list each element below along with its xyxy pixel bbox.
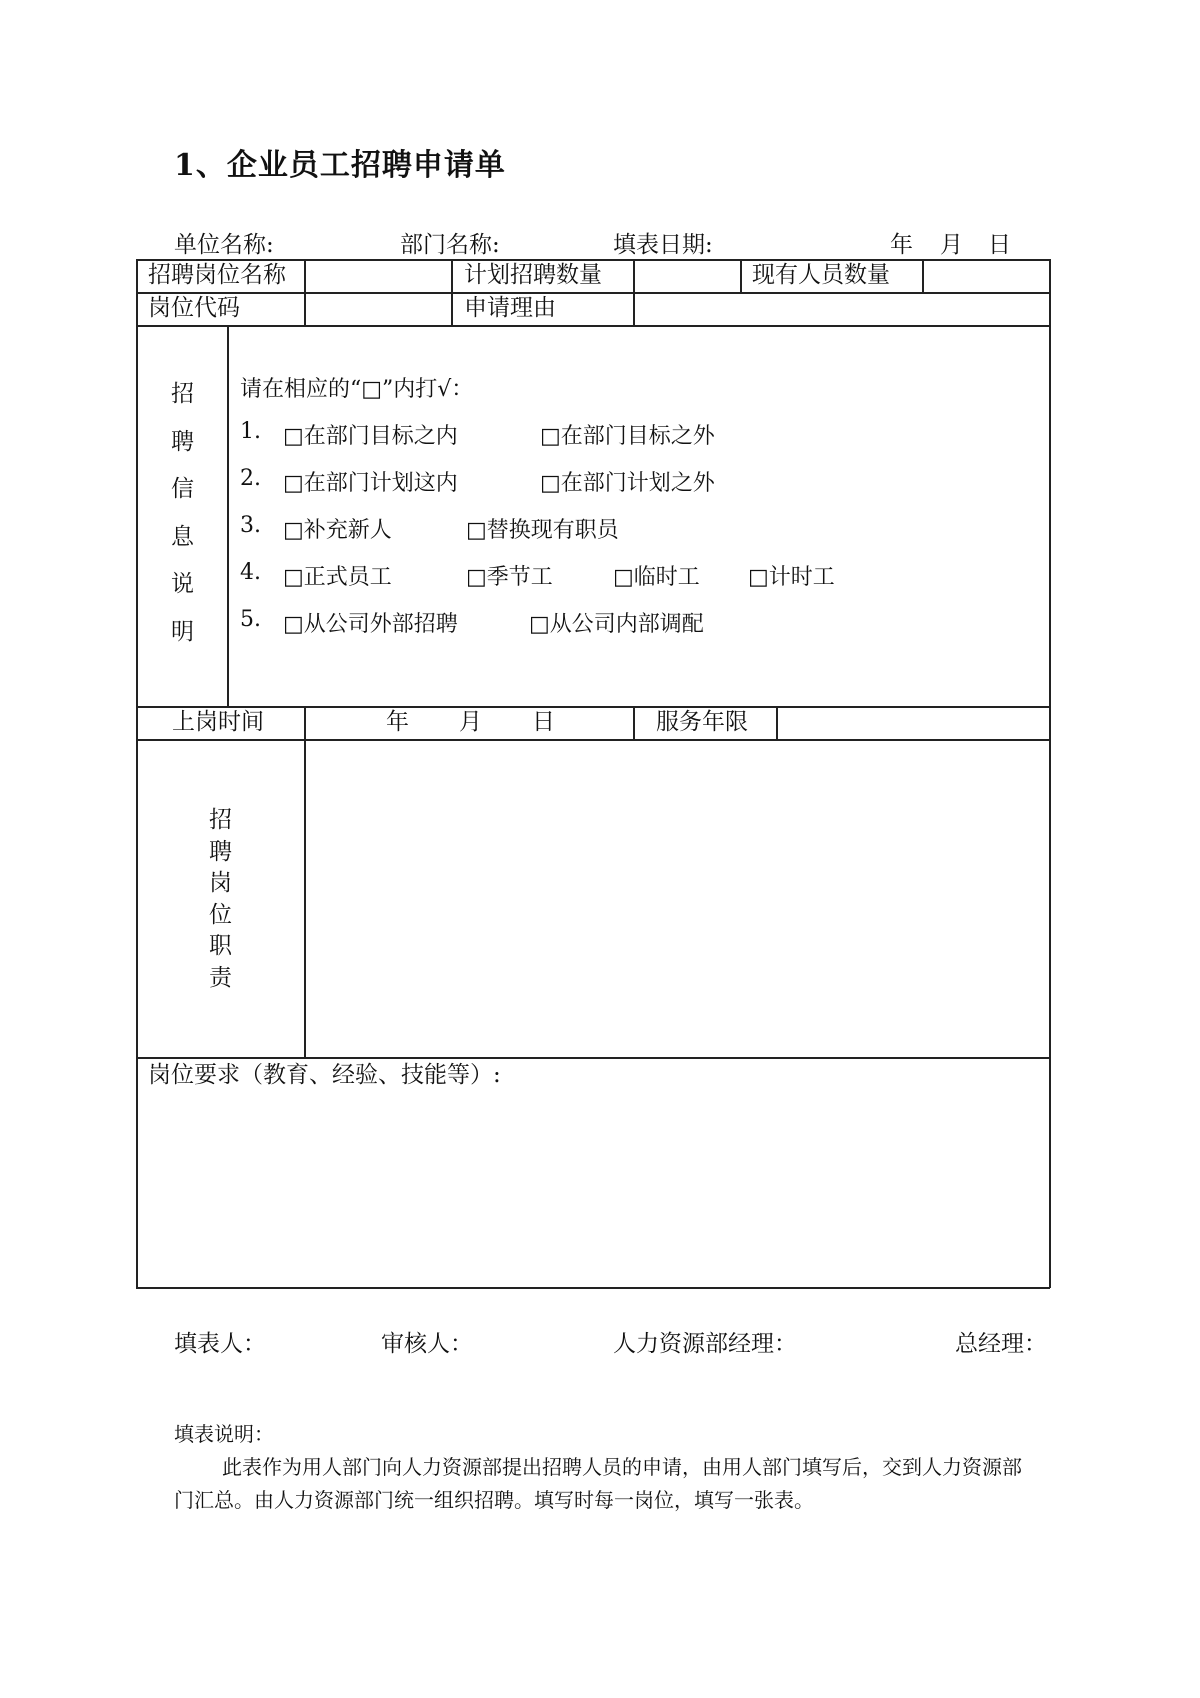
option-checkbox[interactable]: □在部门计划这内 [283,471,458,496]
option-num-4: 4. [240,560,261,585]
fill-date-label: 填表日期: [613,232,713,258]
instruction-text: 请在相应的“□”内打√： [240,377,474,402]
option-checkbox[interactable]: □正式员工 [283,565,392,590]
option-checkbox[interactable]: □替换现有职员 [466,518,619,543]
planned-count-label: 计划招聘数量 [464,262,602,288]
notes-heading: 填表说明： [174,1422,274,1446]
date-month: 月 [940,232,963,258]
filler-signature-label: 填表人： [174,1331,266,1357]
job-duty-vertical-label: 招 聘 岗 位 职 责 [209,807,232,991]
date-day: 日 [988,232,1011,258]
reason-label: 申请理由 [464,295,556,321]
service-years-label: 服务年限 [656,709,748,735]
start-year: 年 [386,709,409,735]
current-count-label: 现有人员数量 [752,262,890,288]
option-checkbox[interactable]: □从公司内部调配 [529,612,704,637]
notes-line-1: 此表作为用人部门向人力资源部提出招聘人员的申请，由用人部门填写后，交到人力资源部 [222,1455,1022,1479]
option-checkbox[interactable]: □在部门目标之内 [283,424,458,449]
option-num-5: 5. [240,607,261,632]
option-num-1: 1. [240,419,261,444]
option-checkbox[interactable]: □从公司外部招聘 [283,612,458,637]
job-title-label: 招聘岗位名称 [148,262,286,288]
job-code-label: 岗位代码 [148,295,240,321]
start-time-label: 上岗时间 [172,709,264,735]
notes-line-2: 门汇总。由人力资源部门统一组织招聘。填写时每一岗位，填写一张表。 [174,1488,814,1512]
start-month: 月 [459,709,482,735]
hr-manager-signature-label: 人力资源部经理： [613,1331,797,1357]
option-checkbox[interactable]: □补充新人 [283,518,392,543]
requirements-label: 岗位要求（教育、经验、技能等）: [148,1062,501,1088]
date-year: 年 [890,232,913,258]
option-checkbox[interactable]: □临时工 [613,565,700,590]
option-num-2: 2. [240,466,261,491]
dept-name-label: 部门名称: [400,232,500,258]
option-checkbox[interactable]: □在部门计划之外 [540,471,715,496]
recruit-info-vertical-label: 招 聘 信 息 说 明 [171,381,194,645]
page-title: 1、企业员工招聘申请单 [174,148,506,183]
option-checkbox[interactable]: □计时工 [748,565,835,590]
unit-name-label: 单位名称: [174,232,274,258]
gm-signature-label: 总经理： [955,1331,1047,1357]
start-day: 日 [532,709,555,735]
option-checkbox[interactable]: □季节工 [466,565,553,590]
reviewer-signature-label: 审核人： [381,1331,473,1357]
option-checkbox[interactable]: □在部门目标之外 [540,424,715,449]
option-num-3: 3. [240,513,261,538]
